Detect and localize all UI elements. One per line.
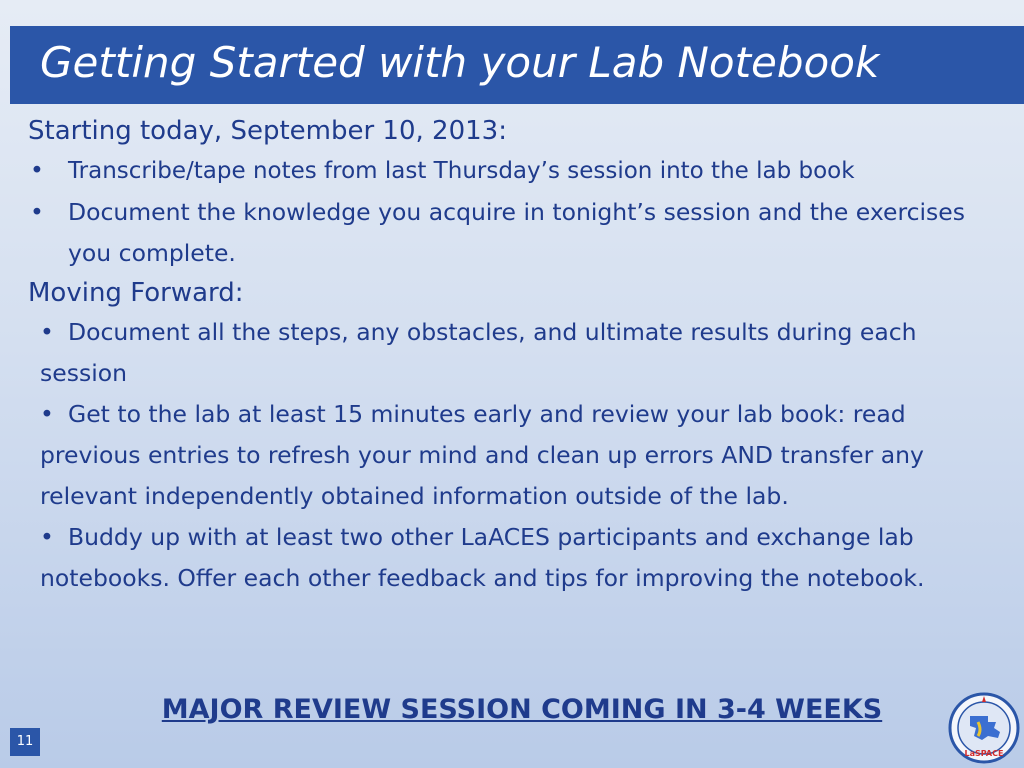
bullet-document-knowledge bbox=[28, 192, 988, 274]
slide-title: Getting Started with your Lab Notebook bbox=[40, 38, 880, 87]
bullet-text: Get to the lab at least 15 minutes early and review your lab book: read previous entries to refresh your mind and clean up errors AND transfer any relevant independently obtained information outside of the lab. bbox=[40, 400, 924, 510]
slide-content bbox=[28, 112, 1018, 599]
bullet-get-to-lab-early: • Get to the lab at least 15 minutes early and review your lab book: read previous entries to refresh your mind and clean up errors AND transfer any relevant independently obtained information outside of the lab. bbox=[40, 400, 924, 510]
bullet-transcribe-notes bbox=[28, 150, 1018, 192]
bullet-text: Buddy up with at least two other LaACES participants and exchange lab notebooks. Offer each other feedback and tips for improving the notebook. bbox=[40, 523, 925, 592]
page-number: 11 bbox=[10, 728, 40, 756]
bullet-dot: • bbox=[30, 198, 44, 226]
bullet-document-steps: • Document all the steps, any obstacles, and ultimate results during each session bbox=[40, 318, 917, 387]
laspace-consortium-logo-icon bbox=[948, 692, 1020, 764]
review-session-announcement: MAJOR REVIEW SESSION COMING IN 3-4 WEEKS bbox=[161, 694, 883, 725]
title-bar bbox=[10, 26, 1024, 104]
section-heading-moving-forward: Moving Forward: bbox=[28, 278, 244, 308]
bullet-text: Document the knowledge you acquire in tonight’s session and the exercises you complete. bbox=[68, 198, 966, 267]
bullet-text: Transcribe/tape notes from last Thursday’s session into the lab book bbox=[68, 158, 855, 184]
bullet-text: Document all the steps, any obstacles, and ultimate results during each session bbox=[40, 318, 917, 387]
bullet-buddy-up: • Buddy up with at least two other LaACES participants and exchange lab notebooks. Offer each other feedback and tips for improving the notebook. bbox=[40, 523, 925, 592]
bullet-dot: • bbox=[30, 156, 44, 184]
logo-text: LaSPACE bbox=[964, 749, 1004, 758]
section-heading-starting-today: Starting today, September 10, 2013: bbox=[28, 116, 507, 146]
